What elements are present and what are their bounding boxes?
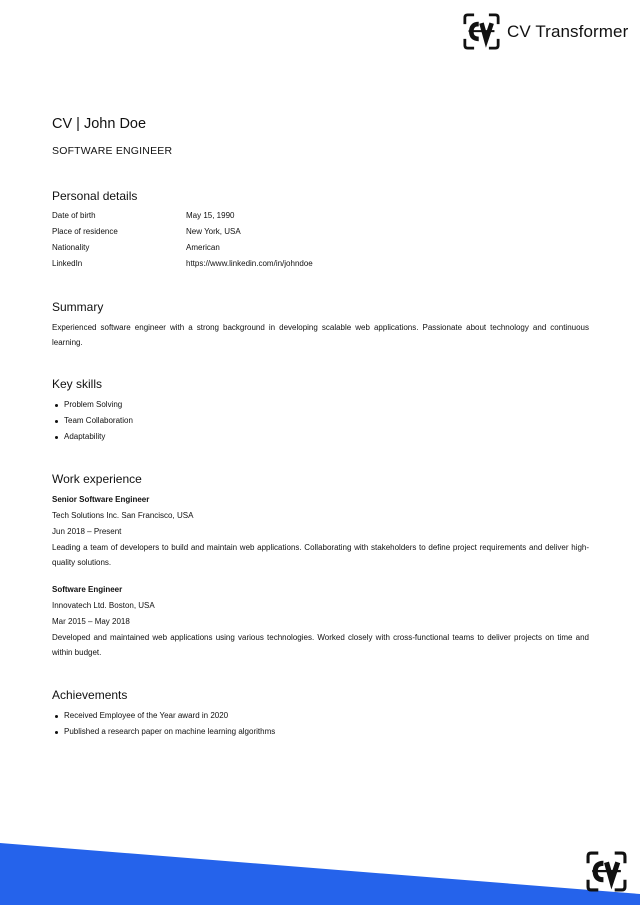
detail-value: May 15, 1990 (186, 211, 235, 220)
job-entry (52, 492, 589, 570)
list-item (52, 724, 275, 740)
detail-value: American (186, 243, 220, 252)
bullet-icon (55, 420, 58, 423)
detail-value: New York, USA (186, 227, 241, 236)
achievement-label: Published a research paper on machine learning algorithms (64, 727, 276, 736)
job-entry (52, 582, 589, 660)
cv-logo-icon (586, 851, 627, 892)
summary-text: Experienced software engineer with a strong background in developing scalable web applications. Passionate about technology and continuous learning. (52, 323, 589, 347)
footer-band (0, 843, 640, 905)
job-company: Tech Solutions Inc. San Francisco, USA (52, 511, 194, 520)
job-title: Software Engineer (52, 585, 123, 594)
bullet-icon (55, 436, 58, 439)
key-skills-list (52, 397, 133, 445)
personal-details-heading: Personal details (52, 189, 138, 203)
achievement-label: Received Employee of the Year award in 2020 (64, 711, 229, 720)
skill-label: Team Collaboration (64, 416, 133, 425)
list-item (52, 708, 275, 724)
personal-details-table (52, 208, 313, 272)
bullet-icon (55, 404, 58, 407)
job-title: Senior Software Engineer (52, 495, 150, 504)
detail-label: Nationality (52, 243, 90, 252)
job-company: Innovatech Ltd. Boston, USA (52, 601, 155, 610)
achievements-list (52, 708, 275, 740)
linkedin-url: https://www.linkedin.com/in/johndoe (186, 259, 313, 268)
job-description: Developed and maintained web applications using various technologies. Worked closely with cross-functional teams to deliver projects on time and within budget. (52, 633, 589, 657)
detail-row (52, 240, 313, 256)
detail-row (52, 208, 313, 224)
bullet-icon (55, 731, 58, 734)
detail-label: Place of residence (52, 227, 118, 236)
bullet-icon (55, 715, 58, 718)
page-title: CV | John Doe (52, 116, 147, 132)
brand-logo (463, 13, 628, 50)
detail-row (52, 256, 313, 272)
summary-heading: Summary (52, 300, 104, 314)
skill-label: Adaptability (64, 432, 106, 441)
key-skills-heading: Key skills (52, 377, 103, 391)
skill-label: Problem Solving (64, 400, 123, 409)
cv-logo-icon (463, 13, 500, 50)
brand-name: CV Transformer (507, 22, 629, 41)
job-period: Jun 2018 – Present (52, 527, 122, 536)
job-description: Leading a team of developers to build and maintain web applications. Collaborating with stakeholders to define project requirements and deliver high-quality solutions. (52, 543, 589, 567)
job-period: Mar 2015 – May 2018 (52, 617, 130, 626)
achievements-heading: Achievements (52, 688, 128, 702)
list-item (52, 429, 133, 445)
list-item (52, 413, 133, 429)
detail-label: Date of birth (52, 211, 96, 220)
detail-label: LinkedIn (52, 259, 83, 268)
detail-row (52, 224, 313, 240)
work-experience-heading: Work experience (52, 472, 142, 486)
list-item (52, 397, 133, 413)
page-subtitle: SOFTWARE ENGINEER (52, 145, 173, 157)
